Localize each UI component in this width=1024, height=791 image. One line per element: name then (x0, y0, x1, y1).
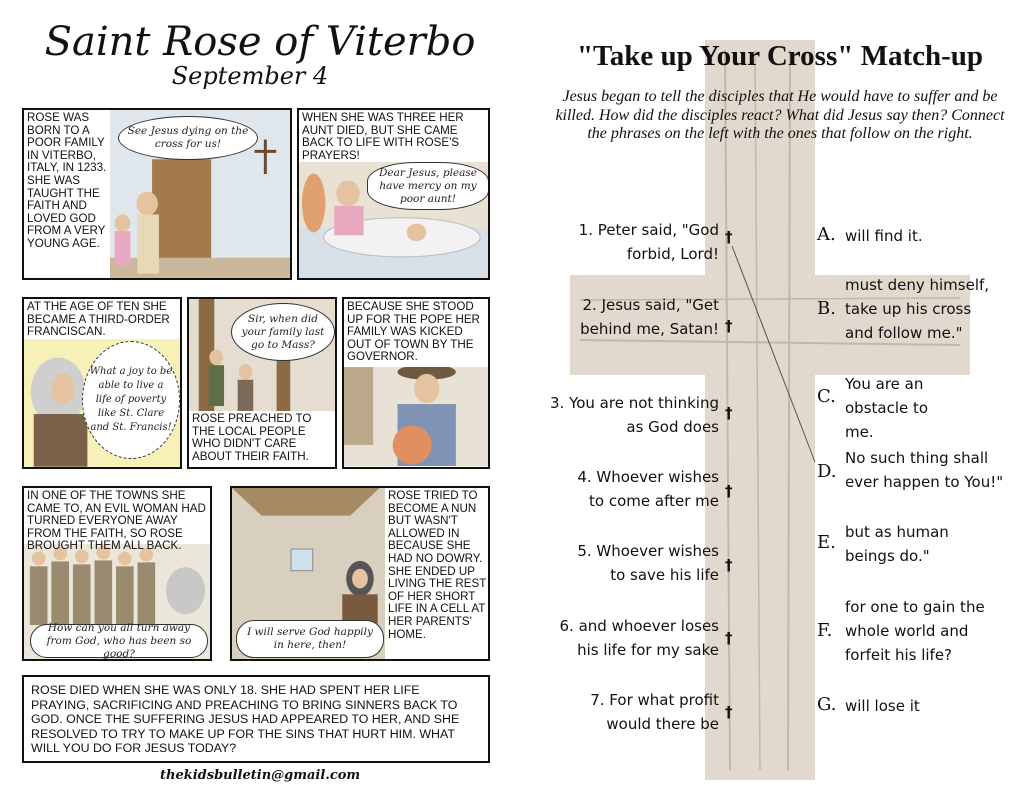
panel-5-caption: BECAUSE SHE STOOD UP FOR THE POPE HER FAMILY WAS KICKED OUT OF TOWN BY THE GOVERNOR. (344, 299, 488, 367)
right-phrase-d: No such thing shall ever happen to You!" (845, 449, 1004, 491)
comic-panel-7 (230, 486, 490, 661)
left-phrase-7: 7. For what profit would there be (590, 691, 719, 733)
panel-4-speech-bubble: Sir, when did your family last go to Mass? (231, 303, 335, 361)
left-phrase-6: 6. and whoever loses his life for my sake (559, 617, 719, 659)
left-phrase-2: 2. Jesus said, "Get behind me, Satan! (580, 296, 719, 338)
comic-panel-1 (22, 108, 292, 280)
left-phrase-3: 3. You are not thinking as God does (549, 394, 719, 436)
right-phrase-g: will lose it (845, 697, 920, 715)
panel-3-caption: AT THE AGE OF TEN SHE BECAME A THIRD-ORDER FRANCISCAN. (24, 299, 180, 339)
right-letter-f[interactable]: F. (817, 620, 833, 641)
closing-text-box: ROSE DIED WHEN SHE WAS ONLY 18. SHE HAD SPENT HER LIFE PRAYING, SACRIFICING AND PREACHING TO BRING SINNERS BACK TO GOD. ONCE THE SUFFERING JESUS HAD APPEARED TO HER, AND SHE RESOLVED TO TRY TO MAKE UP FOR THE SINS THAT HURT HIM. WHAT WILL YOU DO FOR JESUS TODAY? (22, 675, 490, 763)
right-phrase-c: You are an obstacle to me. (845, 375, 929, 441)
right-phrase-b: must deny himself, take up his cross and follow me." (845, 276, 990, 342)
right-letter-g[interactable]: G. (817, 694, 837, 715)
panel-1-speech-bubble: See Jesus dying on the cross for us! (118, 116, 258, 160)
comic-panel-2 (297, 108, 490, 280)
panel-7-speech-bubble: I will serve God happily in here, then! (236, 620, 384, 658)
activity-instructions: Jesus began to tell the disciples that He would have to suffer and be killed. How did the disciples react? What did Jesus say then? Connect the phrases on the left with the ones that follow on the right. (555, 88, 1005, 142)
right-letter-a[interactable]: A. (817, 224, 836, 245)
cross-marker-6[interactable]: † (725, 629, 733, 647)
right-letter-b[interactable]: B. (817, 298, 836, 319)
comic-panel-6 (22, 486, 212, 661)
cross-marker-2[interactable]: † (725, 317, 733, 335)
panel-6-caption: IN ONE OF THE TOWNS SHE CAME TO, AN EVIL WOMAN HAD TURNED EVERYONE AWAY FROM THE FAITH, SO ROSE BROUGHT THEM ALL BACK. (24, 488, 210, 544)
panel-6-speech-bubble: How can you all turn away from God, who has been so good? (30, 624, 208, 658)
cross-marker-1[interactable]: † (725, 228, 733, 246)
right-phrase-f: for one to gain the whole world and forfeit his life? (845, 598, 985, 664)
panel-2-speech-bubble: Dear Jesus, please have mercy on my poor aunt! (367, 162, 489, 210)
cross-marker-5[interactable]: † (725, 556, 733, 574)
right-phrase-a: will find it. (845, 227, 923, 245)
left-phrase-5: 5. Whoever wishes to save his life (577, 542, 719, 584)
right-letter-e[interactable]: E. (817, 532, 836, 553)
cross-marker-4[interactable]: † (725, 482, 733, 500)
activity-title: "Take up Your Cross" Match-up (576, 40, 984, 72)
panel-2-caption: WHEN SHE WAS THREE HER AUNT DIED, BUT SHE CAME BACK TO LIFE WITH ROSE'S PRAYERS! (299, 110, 488, 162)
panel-1-caption: ROSE WAS BORN TO A POOR FAMILY IN VITERBO, ITALY, IN 1233. SHE WAS TAUGHT THE FAITH AND LOVED GOD FROM A VERY YOUNG AGE. (24, 110, 110, 280)
panel-7-caption: ROSE TRIED TO BECOME A NUN BUT WASN'T ALLOWED IN BECAUSE SHE HAD NO DOWRY. SHE ENDED UP LIVING THE REST OF HER SHORT LIFE IN A CELL AT HER PARENTS' HOME. (385, 488, 490, 659)
feast-date: September 4 (171, 62, 329, 90)
right-letter-d[interactable]: D. (817, 461, 837, 482)
left-phrase-4: 4. Whoever wishes to come after me (577, 468, 719, 510)
page-title: Saint Rose of Viterbo (44, 19, 476, 65)
left-phrase-1: 1. Peter said, "God forbid, Lord! (578, 221, 719, 263)
comic-panel-5 (342, 297, 490, 469)
cross-marker-7[interactable]: † (725, 703, 733, 721)
panel-4-caption: ROSE PREACHED TO THE LOCAL PEOPLE WHO DIDN'T CARE ABOUT THEIR FAITH. (189, 411, 335, 469)
panel-3-thought-bubble: What a joy to be able to live a life of poverty like St. Clare and St. Francis! (82, 341, 180, 459)
contact-email: thekidsbulletin@gmail.com (160, 768, 361, 783)
comic-panel-3 (22, 297, 182, 469)
right-phrase-e: but as human beings do." (845, 523, 949, 565)
comic-panel-4 (187, 297, 337, 469)
cross-marker-3[interactable]: † (725, 404, 733, 422)
right-letter-c[interactable]: C. (817, 386, 836, 407)
